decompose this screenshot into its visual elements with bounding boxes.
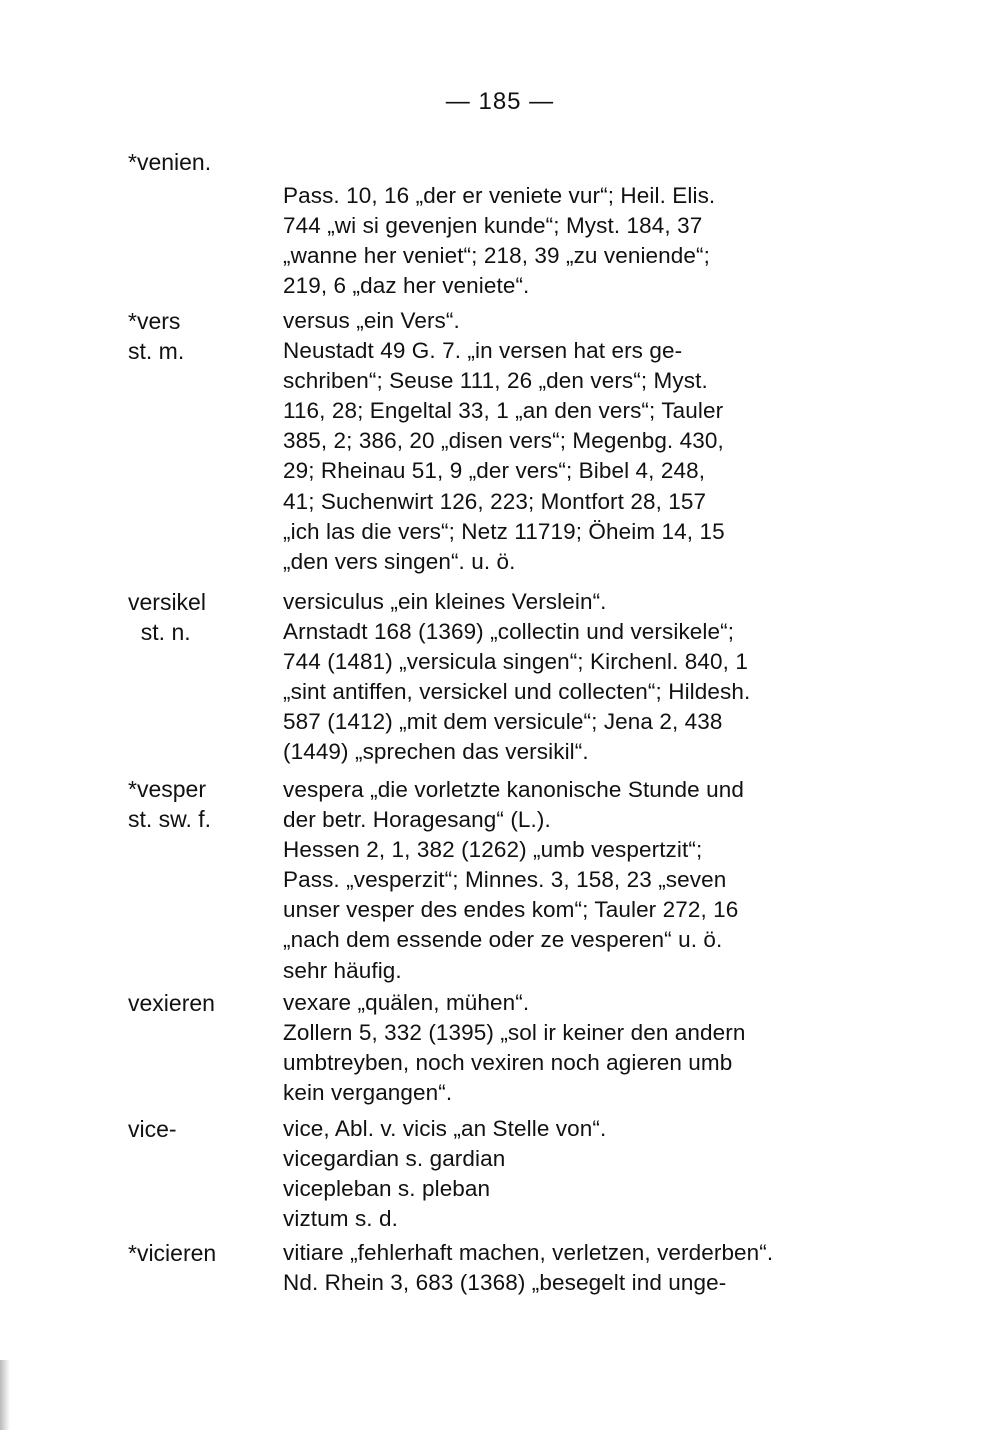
- entry-term: vexieren: [128, 990, 215, 1016]
- entry-line: 385, 2; 386, 20 „disen vers“; Megenbg. 430,: [283, 428, 724, 454]
- entry-body: [283, 1114, 823, 1234]
- entry-line: sehr häufig.: [283, 957, 402, 983]
- entry-term: *venien.: [128, 149, 212, 175]
- entry-line: vexare „quälen, mühen“.: [283, 990, 530, 1015]
- entry-line: „den vers singen“. u. ö.: [283, 548, 516, 574]
- entry-line: 587 (1412) „mit dem versicule“; Jena 2, 438: [283, 709, 723, 735]
- entry-body: [283, 775, 823, 986]
- entry-line: 744 „wi si gevenjen kunde“; Myst. 184, 37: [283, 213, 703, 239]
- entry-body: [283, 181, 823, 301]
- entry-term: *vesper: [128, 776, 206, 802]
- entry-line: 744 (1481) „versicula singen“; Kirchenl. 840, 1: [283, 649, 748, 675]
- entry-line: vitiare „fehlerhaft machen, verletzen, verderben“.: [283, 1240, 774, 1265]
- entry-line: 116, 28; Engeltal 33, 1 „an den vers“; Tauler: [283, 398, 724, 424]
- entry-line: vicegardian s. gardian: [283, 1146, 506, 1172]
- entry-term: versikel: [128, 589, 206, 615]
- entry-line: 29; Rheinau 51, 9 „der vers“; Bibel 4, 248,: [283, 458, 706, 484]
- entry-line: Neustadt 49 G. 7. „in versen hat ers ge-: [283, 338, 683, 364]
- entry-line: versiculus „ein kleines Verslein“.: [283, 589, 607, 614]
- entry-line: viztum s. d.: [283, 1206, 398, 1232]
- entry-line: Pass. 10, 16 „der er veniete vur“; Heil. Elis.: [283, 183, 716, 208]
- entry-line: unser vesper des endes kom“; Tauler 272, 16: [283, 897, 739, 923]
- entry-line: Pass. „vesperzit“; Minnes. 3, 158, 23 „seven: [283, 867, 727, 893]
- entry-line: umbtreyben, noch vexiren noch agieren umb: [283, 1050, 733, 1076]
- entry-line: 219, 6 „daz her veniete“.: [283, 273, 530, 299]
- entry-body: [283, 306, 823, 577]
- scan-edge-shadow: [0, 1360, 10, 1430]
- entry-term: *vers: [128, 308, 181, 334]
- entry-line: vicepleban s. pleban: [283, 1176, 491, 1202]
- entry-line: „ich las die vers“; Netz 11719; Öheim 14, 15: [283, 518, 725, 544]
- entry-term: *vicieren: [128, 1240, 217, 1266]
- entry-line: Nd. Rhein 3, 683 (1368) „besegelt ind unge-: [283, 1270, 727, 1296]
- entry-grammar: st. m.: [128, 338, 185, 364]
- entry-line: „sint antiffen, versickel und collecten“; Hildesh.: [283, 679, 751, 705]
- entry-line: der betr. Horagesang“ (L.).: [283, 807, 551, 833]
- entry-term: vice-: [128, 1116, 177, 1142]
- entry-line: schriben“; Seuse 111, 26 „den vers“; Myst.: [283, 368, 708, 394]
- entry-line: Zollern 5, 332 (1395) „sol ir keiner den andern: [283, 1020, 746, 1046]
- entry-body: [283, 587, 823, 768]
- entry-line: Hessen 2, 1, 382 (1262) „umb vespertzit“;: [283, 837, 703, 863]
- entry-line: (1449) „sprechen das versikil“.: [283, 739, 589, 765]
- entry-line: Arnstadt 168 (1369) „collectin und versikele“;: [283, 619, 735, 645]
- entry-body: [283, 988, 823, 1108]
- entry-grammar: st. sw. f.: [128, 806, 212, 832]
- entry-line: vespera „die vorletzte kanonische Stunde und: [283, 777, 744, 802]
- entry-grammar: st. n.: [128, 619, 191, 645]
- page-number: — 185 —: [445, 88, 555, 115]
- entry-line: „wanne her veniet“; 218, 39 „zu veniende“;: [283, 243, 710, 269]
- entry-body: [283, 1238, 823, 1298]
- entry-line: vice, Abl. v. vicis „an Stelle von“.: [283, 1116, 607, 1141]
- entry-line: „nach dem essende oder ze vesperen“ u. ö.: [283, 927, 723, 953]
- entry-line: kein vergangen“.: [283, 1080, 453, 1106]
- entry-line: versus „ein Vers“.: [283, 308, 460, 333]
- entry-line: 41; Suchenwirt 126, 223; Montfort 28, 157: [283, 488, 707, 514]
